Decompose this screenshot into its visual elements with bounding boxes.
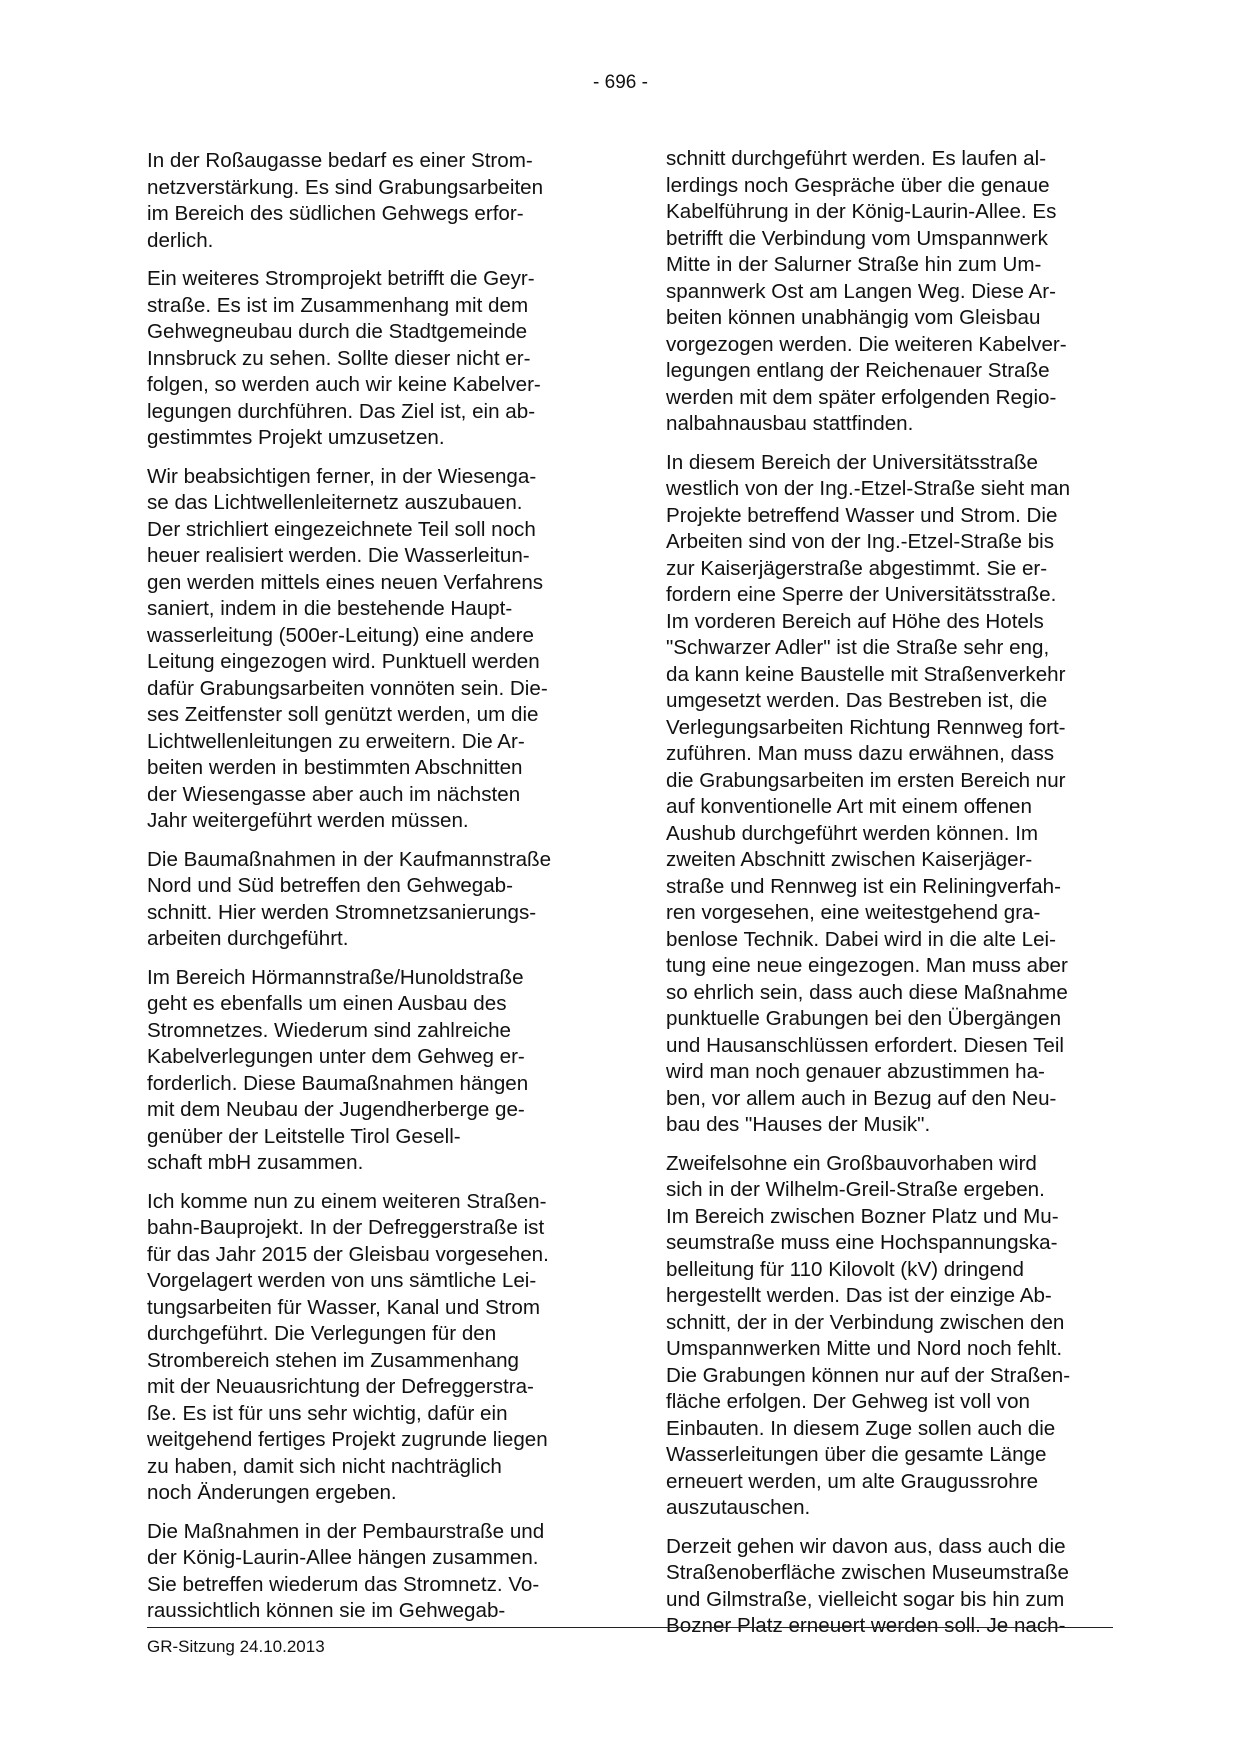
text-line: Wasserleitungen über die gesamte Länge	[666, 1443, 1047, 1466]
text-line: zweiten Abschnitt zwischen Kaiserjäger-	[666, 848, 1033, 871]
paragraph	[147, 965, 599, 1177]
text-line: auszutauschen.	[666, 1496, 811, 1519]
text-line: tung eine neue eingezogen. Man muss aber	[666, 954, 1068, 977]
paragraph	[666, 146, 1118, 438]
text-line: wasserleitung (500er-Leitung) eine andere	[147, 623, 534, 647]
text-line: "Schwarzer Adler" ist die Straße sehr eng,	[666, 636, 1050, 659]
text-line: Im vorderen Bereich auf Höhe des Hotels	[666, 609, 1044, 633]
text-line: Kabelführung in der König-Laurin-Allee. Es	[666, 200, 1057, 223]
text-line: dafür Grabungsarbeiten vonnöten sein. Die-	[147, 676, 548, 700]
text-line: schnitt, der in der Verbindung zwischen den	[666, 1310, 1065, 1334]
text-line: Aushub durchgeführt werden können. Im	[666, 821, 1039, 845]
text-line: Straßenoberfläche zwischen Museumstraße	[666, 1561, 1069, 1584]
paragraph	[666, 450, 1118, 1139]
text-line: schnitt durchgeführt werden. Es laufen al-	[666, 147, 1047, 170]
text-line: genüber der Leitstelle Tirol Gesell-	[147, 1124, 461, 1148]
text-line: saniert, indem in die bestehende Haupt-	[147, 597, 513, 620]
text-line: so ehrlich sein, dass auch diese Maßnahme	[666, 980, 1068, 1004]
paragraph	[147, 1519, 599, 1625]
text-line: Bozner Platz erneuert werden soll. Je nach-	[666, 1614, 1066, 1637]
text-column-left	[147, 148, 599, 1637]
text-line: hergestellt werden. Das ist der einzige Ab-	[666, 1284, 1052, 1307]
text-line: die Grabungsarbeiten im ersten Bereich nur	[666, 768, 1066, 792]
paragraph	[147, 148, 599, 254]
text-line: werden mit dem später erfolgenden Regio-	[666, 385, 1057, 409]
text-line: seumstraße muss eine Hochspannungska-	[666, 1231, 1058, 1254]
text-line: Innsbruck zu sehen. Sollte dieser nicht er-	[147, 346, 531, 370]
text-line: legungen durchführen. Das Ziel ist, ein ab-	[147, 399, 536, 423]
text-line: Umspannwerken Mitte und Nord noch fehlt.	[666, 1337, 1063, 1360]
text-line: belleitung für 110 Kilovolt (kV) dringend	[666, 1257, 1024, 1281]
text-line: noch Änderungen ergeben.	[147, 1481, 397, 1504]
text-line: benlose Technik. Dabei wird in die alte Lei-	[666, 927, 1056, 951]
text-line: Im Bereich Hörmannstraße/Hunoldstraße	[147, 965, 524, 989]
text-line: derlich.	[147, 228, 214, 252]
text-line: Die Grabungen können nur auf der Straßen-	[666, 1363, 1071, 1387]
text-line: wird man noch genauer abzustimmen ha-	[666, 1060, 1045, 1083]
text-line: westlich von der Ing.-Etzel-Straße sieht man	[666, 477, 1071, 500]
text-line: Mitte in der Salurner Straße hin zum Um-	[666, 253, 1042, 276]
text-line: erneuert werden, um alte Graugussrohre	[666, 1469, 1039, 1493]
text-line: Arbeiten sind von der Ing.-Etzel-Straße bis	[666, 530, 1055, 553]
text-line: straße. Es ist im Zusammenhang mit dem	[147, 293, 529, 317]
text-line: Die Baumaßnahmen in der Kaufmannstraße	[147, 847, 552, 871]
text-line: raussichtlich können sie im Gehwegab-	[147, 1599, 506, 1622]
text-line: forderlich. Diese Baumaßnahmen hängen	[147, 1071, 529, 1095]
paragraph	[147, 847, 599, 953]
text-line: Lichtwellenleitungen zu erweitern. Die Ar-	[147, 729, 525, 753]
text-line: Zweifelsohne ein Großbauvorhaben wird	[666, 1151, 1037, 1175]
paragraph	[666, 1534, 1118, 1640]
text-line: Die Maßnahmen in der Pembaurstraße und	[147, 1519, 545, 1543]
text-line: Strombereich stehen im Zusammenhang	[147, 1348, 520, 1372]
paragraph	[666, 1151, 1118, 1522]
text-line: Projekte betreffend Wasser und Strom. Die	[666, 503, 1058, 527]
text-line: spannwerk Ost am Langen Weg. Diese Ar-	[666, 279, 1056, 303]
text-line: ße. Es ist für uns sehr wichtig, dafür ein	[147, 1401, 508, 1425]
paragraph	[147, 266, 599, 452]
text-line: Verlegungsarbeiten Richtung Rennweg fort-	[666, 715, 1066, 739]
text-line: In der Roßaugasse bedarf es einer Strom-	[147, 149, 533, 172]
text-column-right	[666, 146, 1118, 1652]
text-line: Leitung eingezogen wird. Punktuell werden	[147, 650, 540, 673]
text-line: Vorgelagert werden von uns sämtliche Lei-	[147, 1269, 537, 1292]
text-line: punktuelle Grabungen bei den Übergängen	[666, 1007, 1062, 1030]
text-line: Ich komme nun zu einem weiteren Straßen-	[147, 1189, 547, 1213]
text-line: schnitt. Hier werden Stromnetzsanierungs-	[147, 900, 537, 924]
text-line: beiten können unabhängig vom Gleisbau	[666, 306, 1041, 329]
footer-divider	[147, 1627, 1113, 1628]
text-line: lerdings noch Gespräche über die genaue	[666, 173, 1050, 197]
text-line: weitgehend fertiges Projekt zugrunde liegen	[147, 1428, 548, 1451]
text-line: tungsarbeiten für Wasser, Kanal und Strom	[147, 1295, 541, 1319]
text-line: gestimmtes Projekt umzusetzen.	[147, 426, 445, 449]
text-line: bahn-Bauprojekt. In der Defreggerstraße ist	[147, 1216, 545, 1239]
text-line: nalbahnausbau stattfinden.	[666, 412, 914, 435]
text-line: ben, vor allem auch in Bezug auf den Neu-	[666, 1086, 1057, 1110]
text-line: Gehwegneubau durch die Stadtgemeinde	[147, 320, 528, 343]
text-line: straße und Rennweg ist ein Reliningverfah-	[666, 874, 1061, 898]
text-line: fordern eine Sperre der Universitätsstraße.	[666, 583, 1057, 606]
text-line: Sie betreffen wiederum das Stromnetz. Vo-	[147, 1572, 540, 1596]
text-line: sich in der Wilhelm-Greil-Straße ergeben.	[666, 1178, 1045, 1201]
text-line: Wir beabsichtigen ferner, in der Wiesenga-	[147, 464, 537, 488]
text-line: schaft mbH zusammen.	[147, 1151, 364, 1174]
text-line: mit der Neuausrichtung der Defreggerstra-	[147, 1375, 534, 1398]
text-line: durchgeführt. Die Verlegungen für den	[147, 1322, 497, 1345]
text-line: bau des "Hauses der Musik".	[666, 1113, 931, 1136]
text-line: In diesem Bereich der Universitätsstraße	[666, 450, 1038, 474]
text-line: Stromnetzes. Wiederum sind zahlreiche	[147, 1018, 511, 1042]
text-line: im Bereich des südlichen Gehwegs erfor-	[147, 202, 524, 225]
footer-session-date: GR-Sitzung 24.10.2013	[147, 1637, 325, 1656]
text-line: Einbauten. In diesem Zuge sollen auch die	[666, 1416, 1056, 1440]
text-line: zu haben, damit sich nicht nachträglich	[147, 1454, 502, 1478]
text-line: arbeiten durchgeführt.	[147, 927, 349, 950]
text-line: der Wiesengasse aber auch im nächsten	[147, 782, 521, 806]
text-line: Der strichliert eingezeichnete Teil soll noch	[147, 517, 536, 541]
text-line: Ein weiteres Stromprojekt betrifft die Geyr-	[147, 267, 535, 290]
text-line: Im Bereich zwischen Bozner Platz und Mu-	[666, 1204, 1059, 1228]
text-line: und Hausanschlüssen erfordert. Diesen Teil	[666, 1033, 1064, 1057]
text-line: betrifft die Verbindung vom Umspannwerk	[666, 226, 1048, 250]
text-line: geht es ebenfalls um einen Ausbau des	[147, 992, 507, 1015]
text-line: heuer realisiert werden. Die Wasserleitun-	[147, 544, 530, 567]
text-line: legungen entlang der Reichenauer Straße	[666, 359, 1050, 382]
page-number: - 696 -	[593, 72, 648, 93]
text-line: ren vorgesehen, eine weitestgehend gra-	[666, 901, 1041, 924]
text-line: Derzeit gehen wir davon aus, dass auch die	[666, 1534, 1066, 1558]
text-line: zuführen. Man muss dazu erwähnen, dass	[666, 742, 1055, 765]
text-line: se das Lichtwellenleiternetz auszubauen.	[147, 491, 523, 514]
text-line: der König-Laurin-Allee hängen zusammen.	[147, 1546, 539, 1569]
text-line: umgesetzt werden. Das Bestreben ist, die	[666, 689, 1048, 712]
text-line: Kabelverlegungen unter dem Gehweg er-	[147, 1045, 525, 1068]
text-line: Jahr weitergeführt werden müssen.	[147, 809, 469, 832]
text-line: da kann keine Baustelle mit Straßenverkehr	[666, 662, 1066, 686]
text-line: zur Kaiserjägerstraße abgestimmt. Sie er-	[666, 556, 1048, 580]
text-line: Nord und Süd betreffen den Gehwegab-	[147, 874, 513, 897]
text-line: folgen, so werden auch wir keine Kabelver-	[147, 373, 541, 396]
text-line: auf konventionelle Art mit einem offenen	[666, 795, 1032, 818]
text-line: für das Jahr 2015 der Gleisbau vorgesehen.	[147, 1242, 549, 1266]
text-line: vorgezogen werden. Die weiteren Kabelver-	[666, 332, 1067, 356]
paragraph	[147, 464, 599, 835]
text-line: gen werden mittels eines neuen Verfahrens	[147, 570, 544, 594]
text-line: fläche erfolgen. Der Gehweg ist voll von	[666, 1390, 1031, 1413]
text-line: netzverstärkung. Es sind Grabungsarbeiten	[147, 175, 544, 199]
text-line: beiten werden in bestimmten Abschnitten	[147, 756, 523, 779]
text-line: ses Zeitfenster soll genützt werden, um die	[147, 703, 539, 726]
text-line: mit dem Neubau der Jugendherberge ge-	[147, 1098, 525, 1121]
text-line: und Gilmstraße, vielleicht sogar bis hin zum	[666, 1587, 1065, 1611]
paragraph	[147, 1189, 599, 1507]
